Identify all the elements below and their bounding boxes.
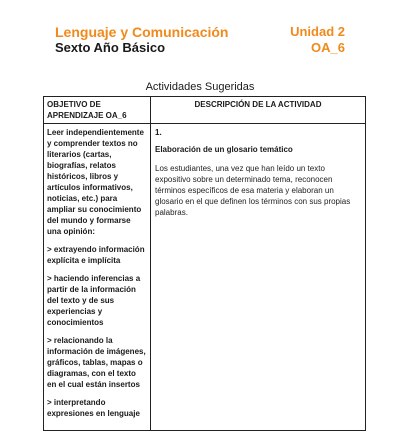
table-row: [44, 124, 366, 431]
objective-cell: [44, 124, 151, 431]
description-column-header: DESCRIPCIÓN DE LA ACTIVIDAD: [151, 97, 366, 124]
objective-item: > relacionando la información de imágenes, gráficos, tablas, mapas o diagramas, con el texto en el cual están insertos: [47, 336, 146, 389]
objective-intro: Leer independientemente y comprender textos no literarios (cartas, biografías, relatos históricos, libros y artículos informativos, noticias, etc.) para ampliar su conocimiento del mundo y formarse una opinión:: [47, 128, 144, 236]
section-title: Actividades Sugeridas: [145, 81, 255, 93]
description-cell: [151, 124, 366, 431]
grade-level: Sexto Año Básico: [55, 40, 166, 55]
table-header-row: [44, 97, 366, 124]
header-left: [55, 24, 228, 56]
header-right: [290, 24, 345, 56]
activity-title: Elaboración de un glosario temático: [155, 145, 293, 154]
page-header: [55, 24, 345, 64]
objective-column-header: OBJETIVO DE APRENDIZAJE OA_6: [44, 97, 151, 124]
activity-description: Los estudiantes, una vez que han leído un texto expositivo sobre un determinado tema, reconocen términos específicos de esa materia y elaboran un glosario en el que definen los términos con sus propias palabras.: [155, 164, 351, 217]
objective-item: > extrayendo información explícita e implícita: [47, 245, 145, 265]
objective-item: > interpretando expresiones en lenguaje: [47, 398, 140, 418]
activity-number: 1.: [155, 128, 162, 137]
subject-title: Lenguaje y Comunicación: [55, 24, 229, 40]
unit-label: Unidad 2: [290, 24, 345, 39]
activities-table: [43, 96, 366, 431]
objective-code: OA_6: [311, 40, 345, 55]
objective-item: > haciendo inferencias a partir de la información del texto y de sus experiencias y conocimientos: [47, 274, 141, 327]
